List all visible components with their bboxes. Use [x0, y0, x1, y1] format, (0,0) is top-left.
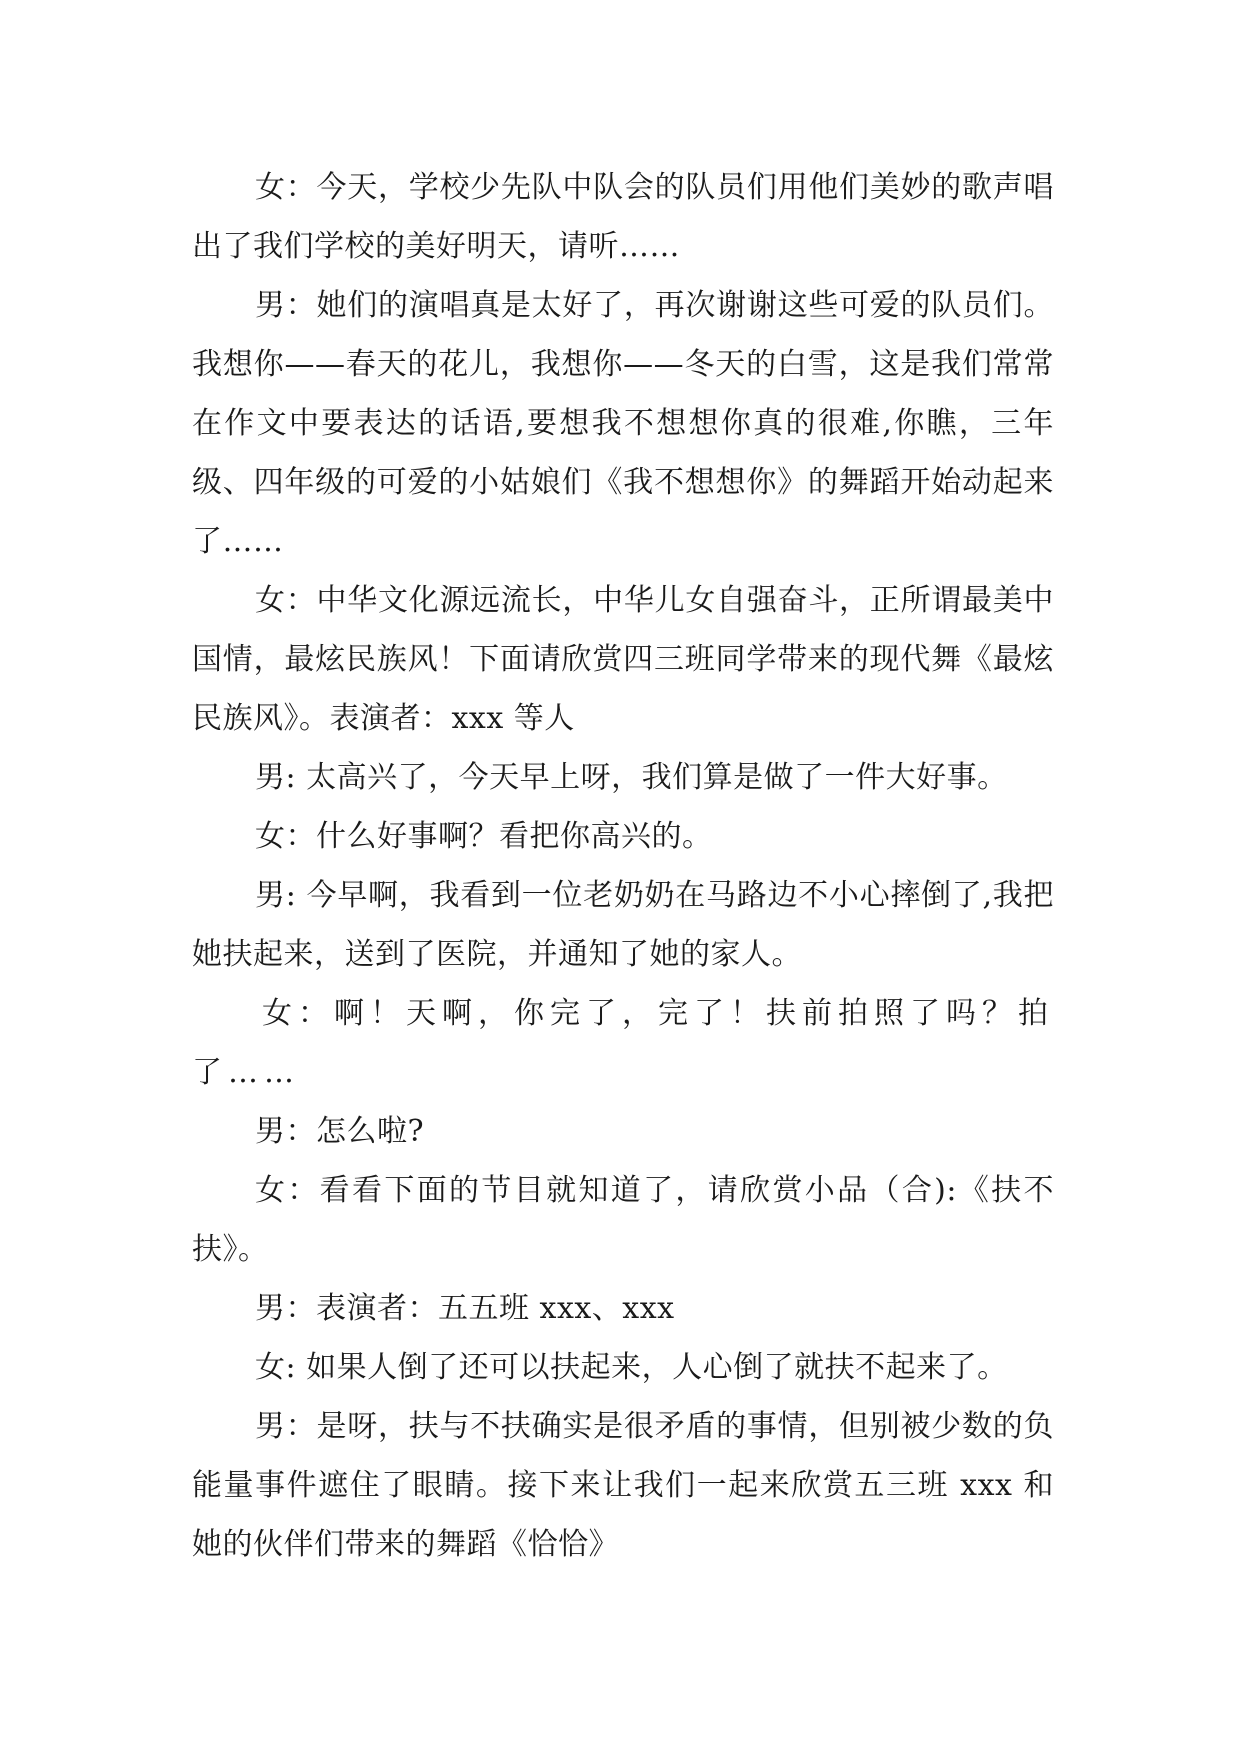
- paragraph-11: 女: 如果人倒了还可以扶起来，人心倒了就扶不起来了。: [255, 1350, 1008, 1385]
- document-body: [192, 158, 1054, 1574]
- paragraph-7: 女：啊！天啊，你完了，完了！扶前拍照了吗？拍了……: [192, 996, 1054, 1090]
- paragraph-2: 男：她们的演唱真是太好了，再次谢谢这些可爱的队员们。我想你——春天的花儿，我想你——冬天的白雪，这是我们常常在作文中要表达的话语,要想我不想想你真的很难,你瞧，三年级、四年级的可爱的小姑娘们《我不想想你》的舞蹈开始动起来了……: [192, 288, 1054, 559]
- paragraph-5: 女：什么好事啊？看把你高兴的。: [255, 819, 713, 854]
- paragraph-6: 男: 今早啊，我看到一位老奶奶在马路边不小心摔倒了,我把她扶起来，送到了医院，并通知了她的家人。: [192, 878, 1054, 972]
- paragraph-12: 男：是呀，扶与不扶确实是很矛盾的事情，但别被少数的负能量事件遮住了眼睛。接下来让我们一起来欣赏五三班 xxx 和她的伙伴们带来的舞蹈《恰恰》: [192, 1409, 1054, 1562]
- paragraph-9: 女：看看下面的节目就知道了，请欣赏小品（合):《扶不扶》。: [192, 1173, 1054, 1267]
- paragraph-1: 女：今天，学校少先队中队会的队员们用他们美妙的歌声唱出了我们学校的美好明天，请听……: [192, 170, 1054, 264]
- paragraph-10: 男：表演者：五五班 xxx、xxx: [255, 1291, 675, 1326]
- paragraph-3: 女：中华文化源远流长，中华儿女自强奋斗，正所谓最美中国情，最炫民族风！下面请欣赏四三班同学带来的现代舞《最炫民族风》。表演者：xxx 等人: [192, 583, 1054, 736]
- paragraph-4: 男: 太高兴了，今天早上呀，我们算是做了一件大好事。: [255, 760, 1008, 795]
- paragraph-8: 男：怎么啦?: [255, 1114, 425, 1149]
